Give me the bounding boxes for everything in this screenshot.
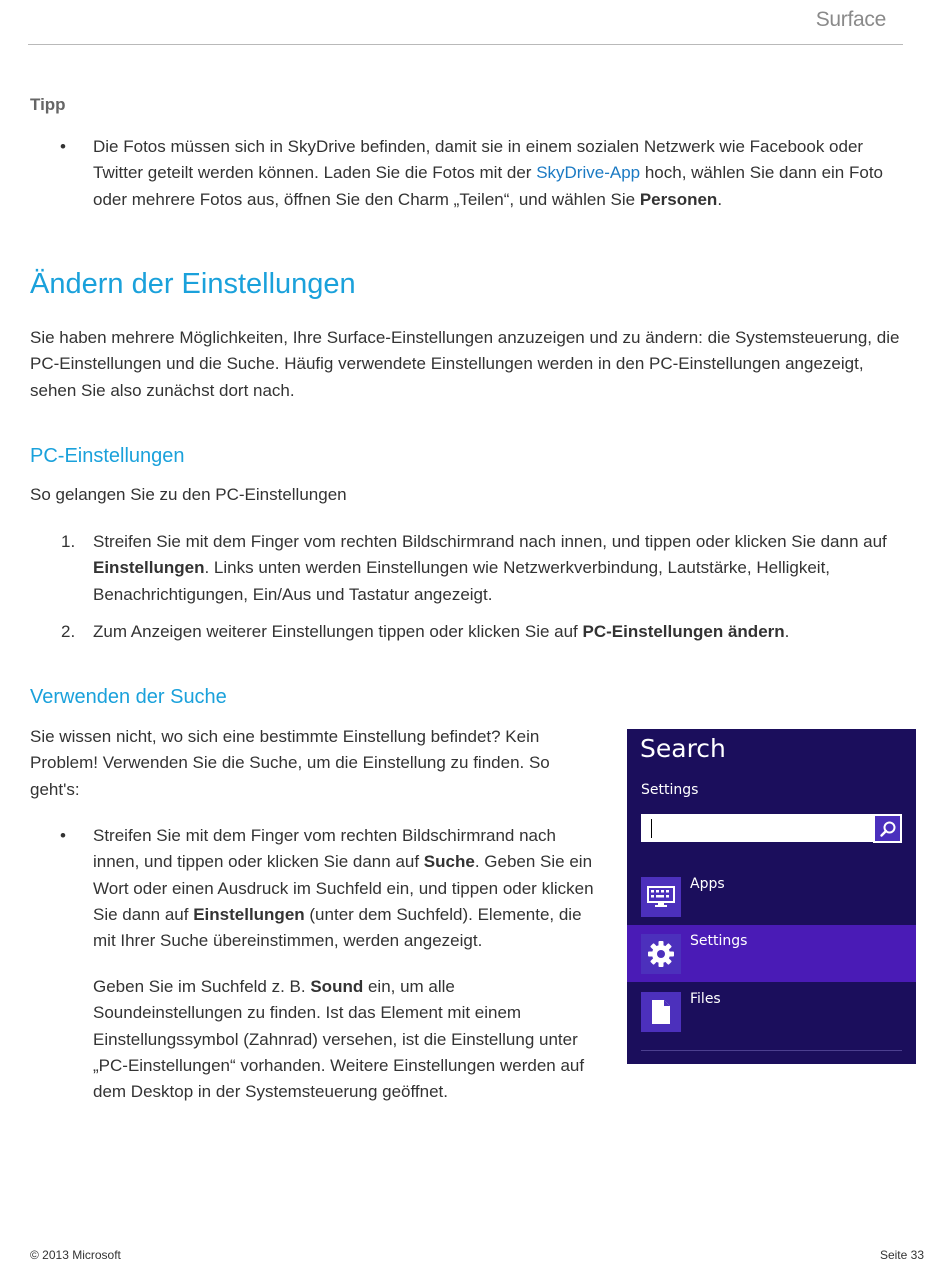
search-intro: Sie wissen nicht, wo sich eine bestimmte Einstellung befindet? Kein Problem! Verwenden Sie die Suche, um die Einstellung zu finden. So geht's: [30, 727, 550, 799]
tip-text: Die Fotos müssen sich in SkyDrive befinden, damit sie in einem sozialen Netzwerk wie Facebook oder Twitter geteilt werden können. Laden Sie die Fotos mit der SkyDrive-App hoch, wählen Sie dann ein Foto oder mehrere Fotos aus, öffnen Sie den Charm „Teilen“, und wählen Sie Personen. [93, 137, 883, 209]
file-icon [641, 992, 681, 1032]
search-input[interactable] [641, 814, 873, 842]
skydrive-app-link[interactable]: SkyDrive-App [536, 163, 641, 183]
tip-label: Tipp [30, 95, 66, 114]
step-text: Zum Anzeigen weiterer Einstellungen tippen oder klicken Sie auf PC-Einstellungen ändern. [93, 622, 790, 641]
result-label: Settings [690, 933, 748, 949]
bullet-marker: • [60, 826, 66, 845]
section-intro: Sie haben mehrere Möglichkeiten, Ihre Surface-Einstellungen anzuzeigen und zu ändern: die Systemsteuerung, die PC-Einstellungen und die Suche. Häufig verwendete Einstellungen werden in den PC-Einstellungen angezeigt, sehen Sie also zunächst dort nach. [30, 328, 900, 400]
result-label: Files [690, 991, 721, 1007]
search-bullet-text: Streifen Sie mit dem Finger vom rechten Bildschirmrand nach innen, und tippen oder klicken Sie dann auf Suche. Geben Sie ein Wort oder einen Ausdruck im Suchfeld ein, und tippen oder klicken Sie dann auf Einstellungen (unter dem Suchfeld). Elemente, die mit Ihrer Suche übereinstimmen, werden angezeigt. [93, 826, 594, 951]
search-sub-text: Geben Sie im Suchfeld z. B. Sound ein, um alle Soundeinstellungen zu finden. Ist das Element mit einem Einstellungssymbol (Zahnrad) versehen, ist die Einstellung unter „PC-Einstellungen“ vorhanden. Weitere Einstellungen werden auf dem Desktop in der Systemsteuerung geöffnet. [93, 977, 585, 1102]
search-scope-label: Settings [641, 782, 699, 798]
result-label: Apps [690, 876, 725, 892]
search-result-files[interactable] [627, 983, 916, 1040]
search-button[interactable] [873, 814, 902, 843]
search-charm-screenshot [627, 729, 916, 1064]
pc-settings-lead: So gelangen Sie zu den PC-Einstellungen [30, 485, 347, 504]
section-heading: Ändern der Einstellungen [30, 268, 356, 300]
step-number: 2. [61, 622, 76, 641]
pane-divider [641, 1050, 902, 1051]
step-text: Streifen Sie mit dem Finger vom rechten Bildschirmrand nach innen, und tippen oder klicken Sie dann auf Einstellungen. Links unten werden Einstellungen wie Netzwerkverbindung, Lautstärke, Helligkeit, Benachrichtigungen, Ein/Aus und Tastatur angezeigt. [93, 532, 887, 604]
search-pane-title: Search [640, 734, 726, 763]
keyboard-icon [641, 877, 681, 917]
bullet-marker: • [60, 137, 66, 156]
footer-page-number: Seite 33 [879, 1248, 924, 1262]
header-divider [28, 44, 903, 45]
magnifier-icon [879, 820, 897, 838]
brand-logo: Surface [815, 8, 886, 31]
pc-settings-heading: PC-Einstellungen [30, 445, 185, 467]
search-result-settings[interactable] [627, 925, 916, 982]
text-caret [651, 819, 652, 838]
search-result-apps[interactable] [627, 868, 916, 925]
step-number: 1. [61, 532, 76, 551]
footer-copyright: © 2013 Microsoft [30, 1248, 121, 1262]
gear-icon [641, 934, 681, 974]
search-heading: Verwenden der Suche [30, 686, 227, 708]
